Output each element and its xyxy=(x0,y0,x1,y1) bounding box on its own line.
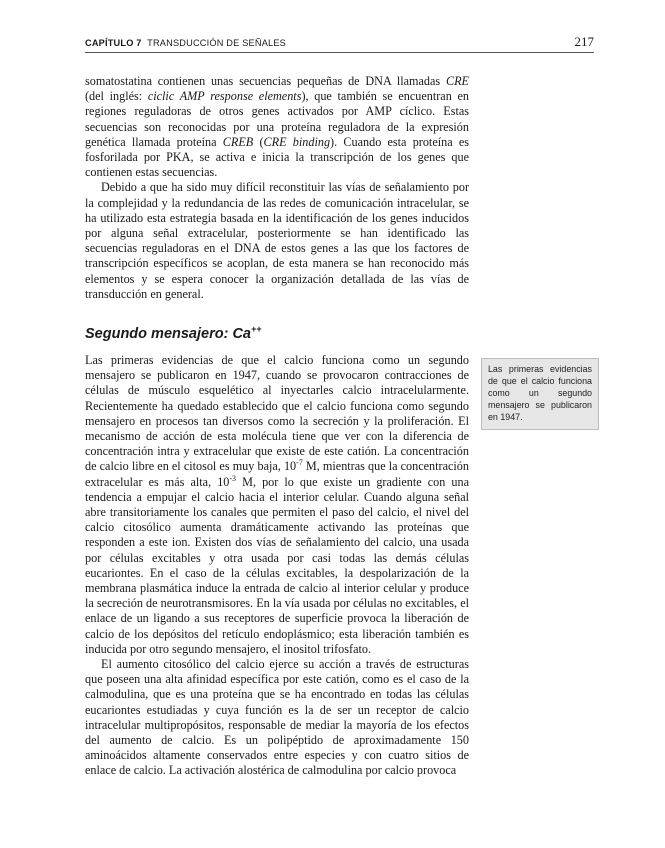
heading-superscript: ++ xyxy=(250,324,262,335)
term-english-expansion: ciclic AMP response elements xyxy=(147,89,302,104)
chapter-label: CAPÍTULO 7 xyxy=(85,38,142,48)
chapter-heading xyxy=(85,38,286,48)
text-run: ). Cuando esta proteína es fosforilada por PKA, se activa e inicia la transcripción de los genes que contienen estas secuencias. xyxy=(85,134,469,180)
chapter-title: TRANSDUCCIÓN DE SEÑALES xyxy=(147,38,287,48)
text-run: (del inglés: xyxy=(85,89,148,104)
paragraph: El aumento citosólico del calcio ejerce su acción a través de estructuras que poseen una alta afinidad específica por este catión, como es el caso de la calmodulina, que es una proteína que se ha encontrado en todas las células eucariontes estudiadas y cuya función es la de ser un receptor de calcio intracelular multipropósitos, responsable de mediar la mayoría de los efectos del aumento de calcio. Es un polipéptido de aproximadamente 150 aminoácidos altamente conservados entre especies y con cuatro sitios de enlace de calcio. La activación alostérica de calmodulina por calcio provoca xyxy=(85,657,469,778)
text-run: M, por lo que existe un gradiente con una tendencia a empujar el calcio hacia el interior celular. Cuando alguna señal abre transitoriamente los canales que permiten el paso del calcio, el nivel del calcio citosólico aumenta dramáticamente activando las proteínas que responden a este ion. Existen dos vías de señalamiento del calcio, una usada por células excitables y otra usada por casi todas las demás células eucariontes. En el caso de la células excitables, la despolarización de la membrana plasmática induce la entrada de calcio al interior celular y produce la secreción de neurotransmisores. En la vía usada por células no excitables, el enlace de un ligando a sus receptores de superficie provoca la liberación de calcio de los depósitos del retículo endoplásmico; esta liberación también es inducida por otro segundo mensajero, el inositol trifosfato. xyxy=(85,474,470,656)
term-cre-binding: CRE binding xyxy=(263,134,331,149)
intro-text-block xyxy=(85,74,469,302)
exponent: -7 xyxy=(296,458,303,468)
text-run: ), que también se encuentran en regiones reguladoras de otros genes activados por AMP cíclico. Estas secuencias son reconocidas por una proteína reguladora de la expresión genética llamada proteína xyxy=(85,89,469,149)
exponent: -3 xyxy=(229,473,237,483)
paragraph xyxy=(85,353,469,657)
term-cre: CRE xyxy=(445,74,469,88)
heading-text: Segundo mensajero: Ca xyxy=(85,326,251,342)
text-run: M, mientras que la concentración extracelular es más alta, 10 xyxy=(85,459,469,489)
paragraph xyxy=(85,74,469,180)
section-heading xyxy=(85,326,262,342)
text-run: ( xyxy=(253,134,264,149)
calcium-text-block xyxy=(85,353,469,779)
page-number: 217 xyxy=(574,34,594,49)
text-run: Las primeras evidencias de que el calcio funciona como un segundo mensajero se publicaron en 1947, cuando se provocaron contracciones de células de músculo esquelético al inyectarles calcio intracelularmente. Recientemente ha quedado establecido que el calcio funciona como segundo mensajero en procesos tan diversos como la secreción y la proliferación. El mecanismo de acción de esta molécula tiene que ver con la diferencia de concentración intra y extracelular que existe de este catión. La concentración de calcio libre en el citosol es muy baja, 10 xyxy=(85,353,469,474)
running-header xyxy=(85,34,594,53)
margin-note: Las primeras evidencias de que el calcio funciona como un segundo mensajero se publicaron en 1947. xyxy=(481,358,599,430)
term-creb: CREB xyxy=(222,134,254,149)
text-run: somatostatina contienen unas secuencias pequeñas de DNA llamadas xyxy=(85,74,446,88)
paragraph: Debido a que ha sido muy difícil reconstituir las vías de señalamiento por la complejidad y la redundancia de las redes de comunicación intracelular, se ha utilizado esta estrategia basada en la identificación de los genes inducidos por alguna señal extracelular, posteriormente se han identificado las secuencias reguladoras en el DNA de estos genes a las que los factores de transcripción específicos se acoplan, de esta manera se han reconocido más elementos y se espera conocer la organización detallada de las vías de transducción en general. xyxy=(85,180,469,301)
